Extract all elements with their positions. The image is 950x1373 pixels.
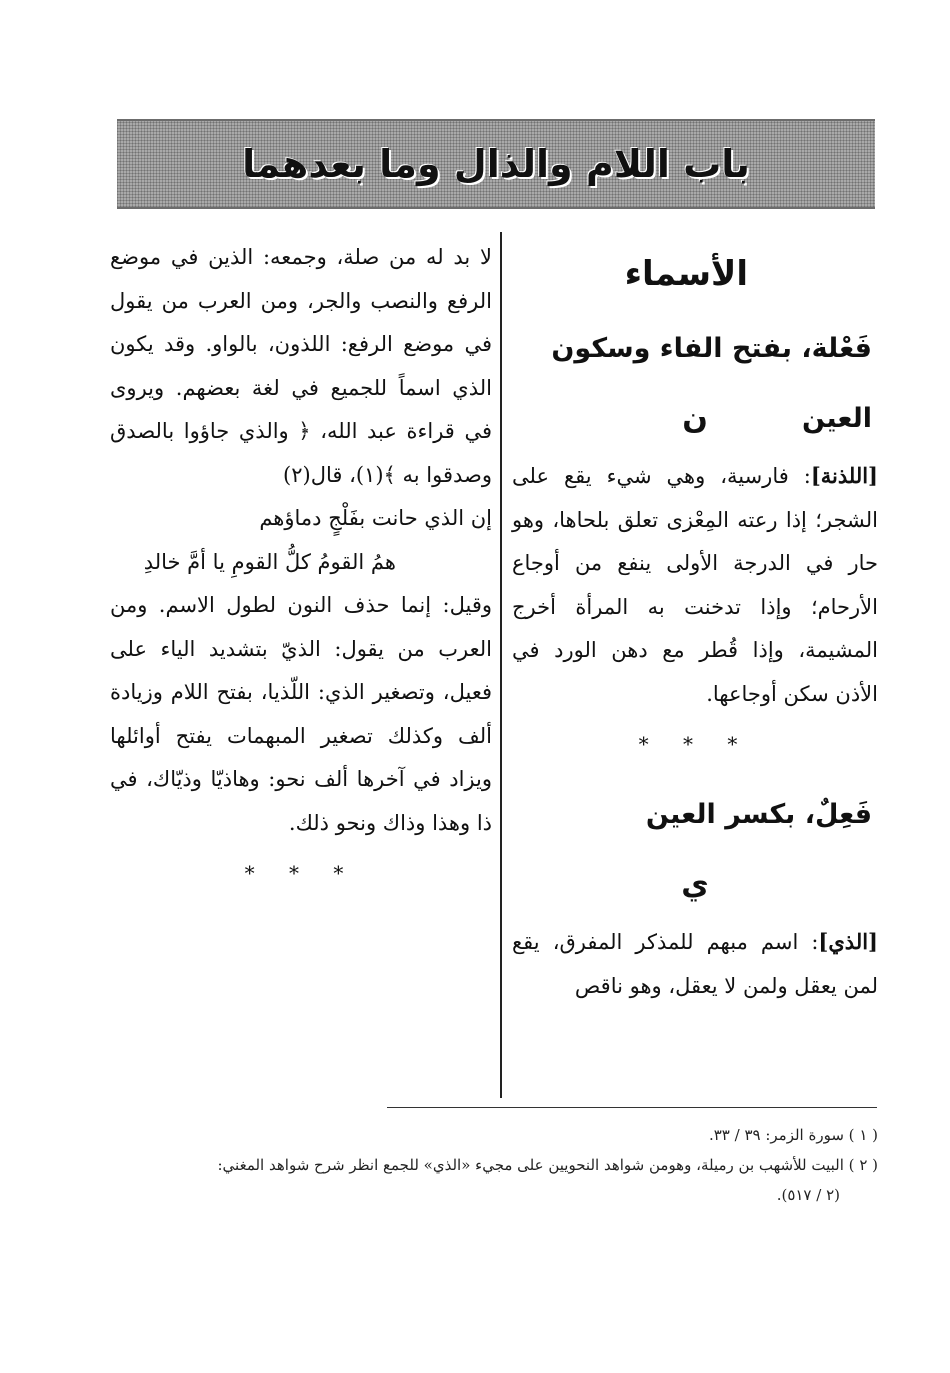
footnote-1: ( ١ ) سورة الزمر: ٣٩ / ٣٣. <box>708 1126 878 1144</box>
footnote-2-continuation: (٢ / ٥١٧). <box>776 1186 840 1204</box>
section-separator: * * * <box>638 732 752 756</box>
entry-term: [الذي] <box>818 929 878 954</box>
section-heading: الأسماء <box>624 254 748 294</box>
column-divider <box>500 232 502 1098</box>
left-column <box>110 236 492 1096</box>
footnotes <box>108 1120 878 1210</box>
poetry-verse-2: همُ القومُ كلُّ القومِ يا أمَّ خالدِ <box>143 549 396 574</box>
dictionary-entry-1 <box>512 454 878 716</box>
section-separator: * * * <box>244 861 358 885</box>
dictionary-entry-2 <box>512 920 878 1008</box>
footnote-2: ( ٢ ) البيت للأشهب بن رميلة، وهومن شواهد النحويين على مجيء «الذي» للجمع انظر شرح شواهد المغني: <box>217 1156 878 1174</box>
entry-definition: : فارسية، وهي شيء يقع على الشجر؛ إذا رعته المِعْزى تعلق بلحاها، وهو حار في الدرجة الأولى ينفع من أوجاع الأرحام؛ وإذا تدخنت به المرأة أخرج المشيمة، وإذا قُطر مع دهن الورد في الأذن سكن أوجاعها. <box>512 464 878 706</box>
letter-heading-2: ي <box>681 867 709 902</box>
entry-term: [اللذنة] <box>810 463 878 488</box>
paragraph-2: وقيل: إنما حذف النون لطول الاسم. ومن العرب من يقول: الذيّ بتشديد الياء على فعيل، وتصغير الذي: اللّذيا، بفتح اللام وزيادة ألف وكذلك تصغير المبهمات يفتح أوائلها ويزاد في آخرها ألف نحو: وهاذيّا وذيّاك، في ذا وهذا وذاك ونحو ذلك. <box>110 593 492 835</box>
pattern-heading-2: فَعِلٌ، بكسر العين <box>645 799 872 830</box>
pattern-heading-1: فَعْلة، بفتح الفاء وسكون العين <box>551 333 872 434</box>
footnote-rule <box>387 1107 877 1108</box>
letter-heading-1: ن <box>682 401 708 436</box>
paragraph-1: لا بد له من صلة، وجمعه: الذين في موضع الرفع والنصب والجر، ومن العرب من يقول في موضع الرفع: اللذون، بالواو. وقد يكون الذي اسماً للجميع في لغة بعضهم. ويروى في قراءة عبد الله، ﴿ والذي جاؤوا بالصدق وصدقوا به ﴾(١)، قال(٢) <box>110 245 492 487</box>
entry-definition: : اسم مبهم للمذكر المفرق، يقع لمن يعقل ولمن لا يعقل، وهو ناقص <box>512 930 878 998</box>
chapter-banner <box>117 119 875 209</box>
chapter-title: باب اللام والذال وما بعدهما <box>242 142 750 186</box>
right-column <box>512 240 878 1098</box>
poetry-verse-1: إن الذي حانت بفَلْجٍ دماؤهم <box>259 506 492 530</box>
